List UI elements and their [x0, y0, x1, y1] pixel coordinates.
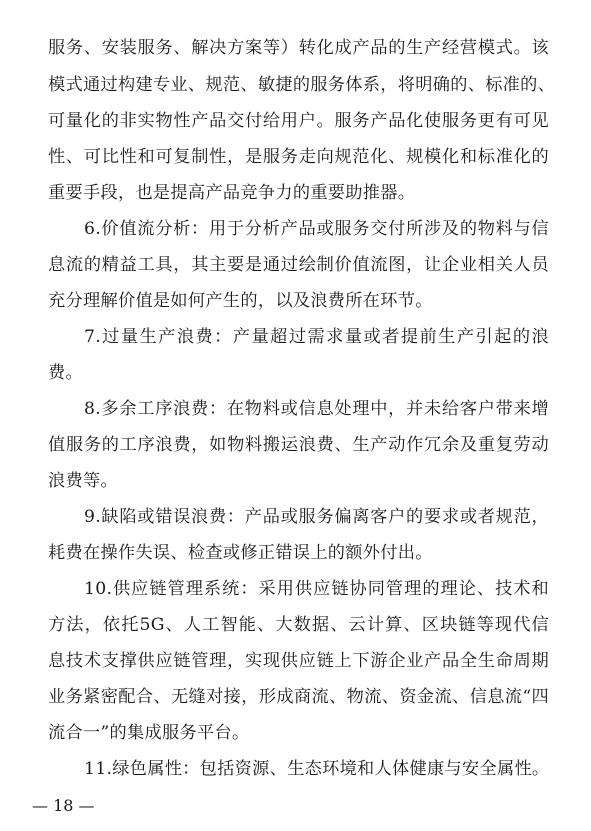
item-9-heading-line: 9.缺陷或错误浪费：产品或服务偏离客户的要求或者规范， [84, 507, 549, 527]
text-line: 值服务的工序浪费，如物料搬运浪费、生产动作冗余及重复劳动 [48, 435, 549, 455]
text-line: 流合一”的集成服务平台。 [48, 723, 250, 743]
item-8-heading-line: 8.多余工序浪费：在物料或信息处理中，并未给客户带来增 [84, 399, 549, 419]
text-line: 服务、安装服务、解决方案等）转化成产品的生产经营模式。该 [48, 38, 549, 58]
text-line: 可量化的非实物性产品交付给用户。服务产品化使服务更有可见 [48, 111, 549, 131]
text-line: 方法，依托5G、人工智能、大数据、云计算、区块链等现代信 [48, 615, 549, 635]
item-6-heading-line: 6.价值流分析：用于分析产品或服务交付所涉及的物料与信 [84, 219, 549, 239]
text-line: 浪费等。 [48, 471, 118, 491]
text-line: 费。 [48, 363, 83, 383]
text-line: 业务紧密配合、无缝对接，形成商流、物流、资金流、信息流“四 [48, 687, 549, 707]
text-line: 耗费在操作失误、检查或修正错误上的额外付出。 [48, 543, 433, 563]
text-line: 模式通过构建专业、规范、敏捷的服务体系，将明确的、标准的、 [48, 75, 556, 95]
text-line: 充分理解价值是如何产生的，以及浪费所在环节。 [48, 291, 433, 311]
item-11-heading-line: 11.绿色属性：包括资源、生态环境和人体健康与安全属性。 [84, 759, 550, 779]
text-line: 性、可比性和可复制性，是服务走向规范化、规模化和标准化的 [48, 147, 549, 167]
page-number: — 18 — [32, 796, 95, 815]
text-line: 息流的精益工具，其主要是通过绘制价值流图，让企业相关人员 [48, 255, 549, 275]
item-7-heading-line: 7.过量生产浪费：产量超过需求量或者提前生产引起的浪 [84, 327, 549, 347]
text-line: 重要手段，也是提高产品竞争力的重要助推器。 [48, 183, 416, 203]
item-10-heading-line: 10.供应链管理系统：采用供应链协同管理的理论、技术和 [84, 579, 549, 599]
text-line: 息技术支撑供应链管理，实现供应链上下游企业产品全生命周期 [48, 651, 549, 671]
